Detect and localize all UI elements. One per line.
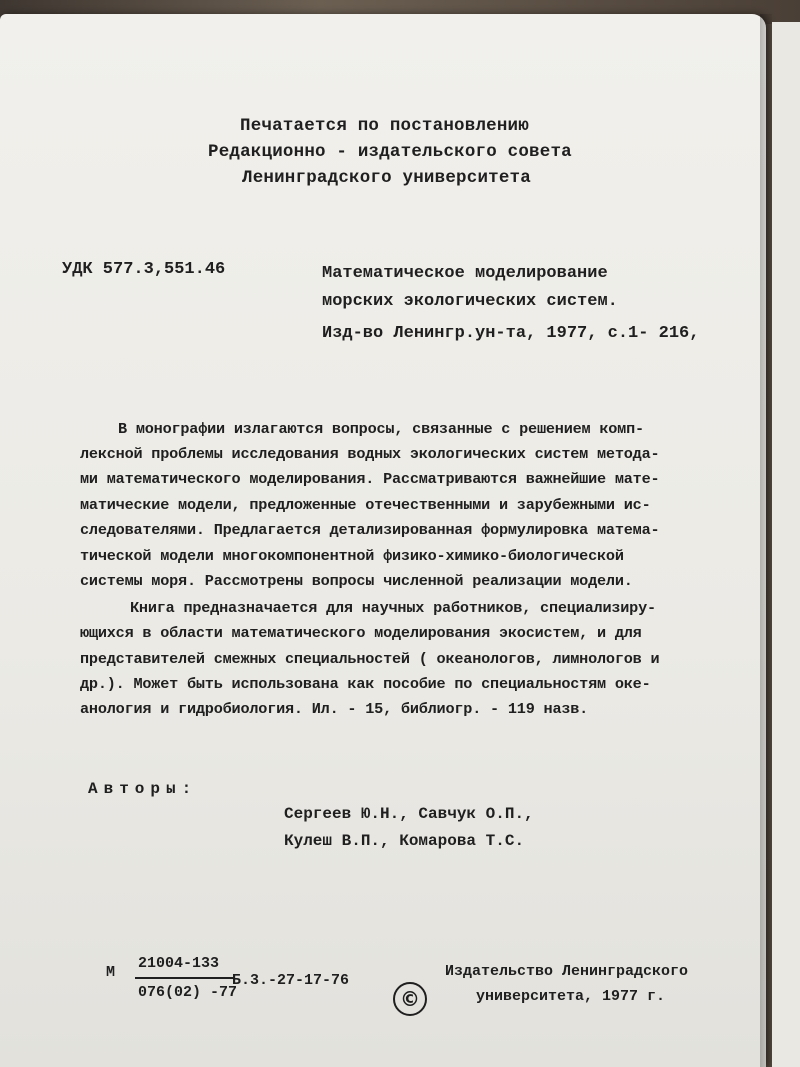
abstract-line: В монографии излагаются вопросы, связанные с решением комп- (118, 420, 644, 438)
publisher-line-2: университета, 1977 г. (476, 988, 666, 1005)
abstract-line: системы моря. Рассмотрены вопросы численной реализации модели. (80, 572, 633, 590)
footer-denominator: 076(02) -77 (138, 984, 238, 1001)
abstract-line: ющихся в области математического моделирования экосистем, и для (80, 624, 642, 642)
bib-line-1: Математическое моделирование (322, 264, 608, 283)
bib-line-2: морских экологических систем. (322, 292, 618, 311)
udk-code: УДК 577.3,551.46 (62, 260, 226, 279)
header-line-1: Печатается по постановлению (240, 116, 529, 136)
bib-line-3: Изд-во Ленингр.ун-та, 1977, с.1- 216, (322, 324, 700, 343)
abstract-line: лексной проблемы исследования водных экологических систем метода- (80, 445, 660, 463)
copyright-icon: © (393, 982, 427, 1016)
publisher-line-1: Издательство Ленинградского (445, 963, 689, 980)
abstract-line: представителей смежных специальностей ( океанологов, лимнологов и (80, 650, 660, 668)
abstract-line: Книга предназначается для научных работников, специализиру- (130, 599, 656, 617)
abstract-line: тической модели многокомпонентной физико-химико-биологической (80, 547, 624, 565)
abstract-line: ми математического моделирования. Рассматриваются важнейшие мате- (80, 470, 660, 488)
footer-m: М (106, 964, 116, 981)
fraction-line (135, 977, 235, 979)
footer-numerator: 21004-133 (138, 955, 220, 972)
page-gutter-shadow (760, 14, 772, 1067)
header-line-2: Редакционно - издательского совета (208, 142, 572, 162)
footer-code: Б.3.-27-17-76 (232, 972, 350, 989)
authors-line-1: Сергеев Ю.Н., Савчук О.П., (284, 805, 534, 823)
header-line-3: Ленинградского университета (242, 168, 531, 188)
abstract-line: анология и гидробиология. Ил. - 15, библиогр. - 119 назв. (80, 700, 589, 718)
authors-line-2: Кулеш В.П., Комарова Т.С. (284, 832, 525, 850)
abstract-line: др.). Может быть использована как пособие по специальностям оке- (80, 675, 651, 693)
adjacent-page-fragment (772, 22, 800, 1067)
authors-label: Авторы: (88, 780, 198, 798)
abstract-line: матические модели, предложенные отечественными и зарубежными ис- (80, 496, 651, 514)
abstract-line: следователями. Предлагается детализированная формулировка матема- (80, 521, 660, 539)
